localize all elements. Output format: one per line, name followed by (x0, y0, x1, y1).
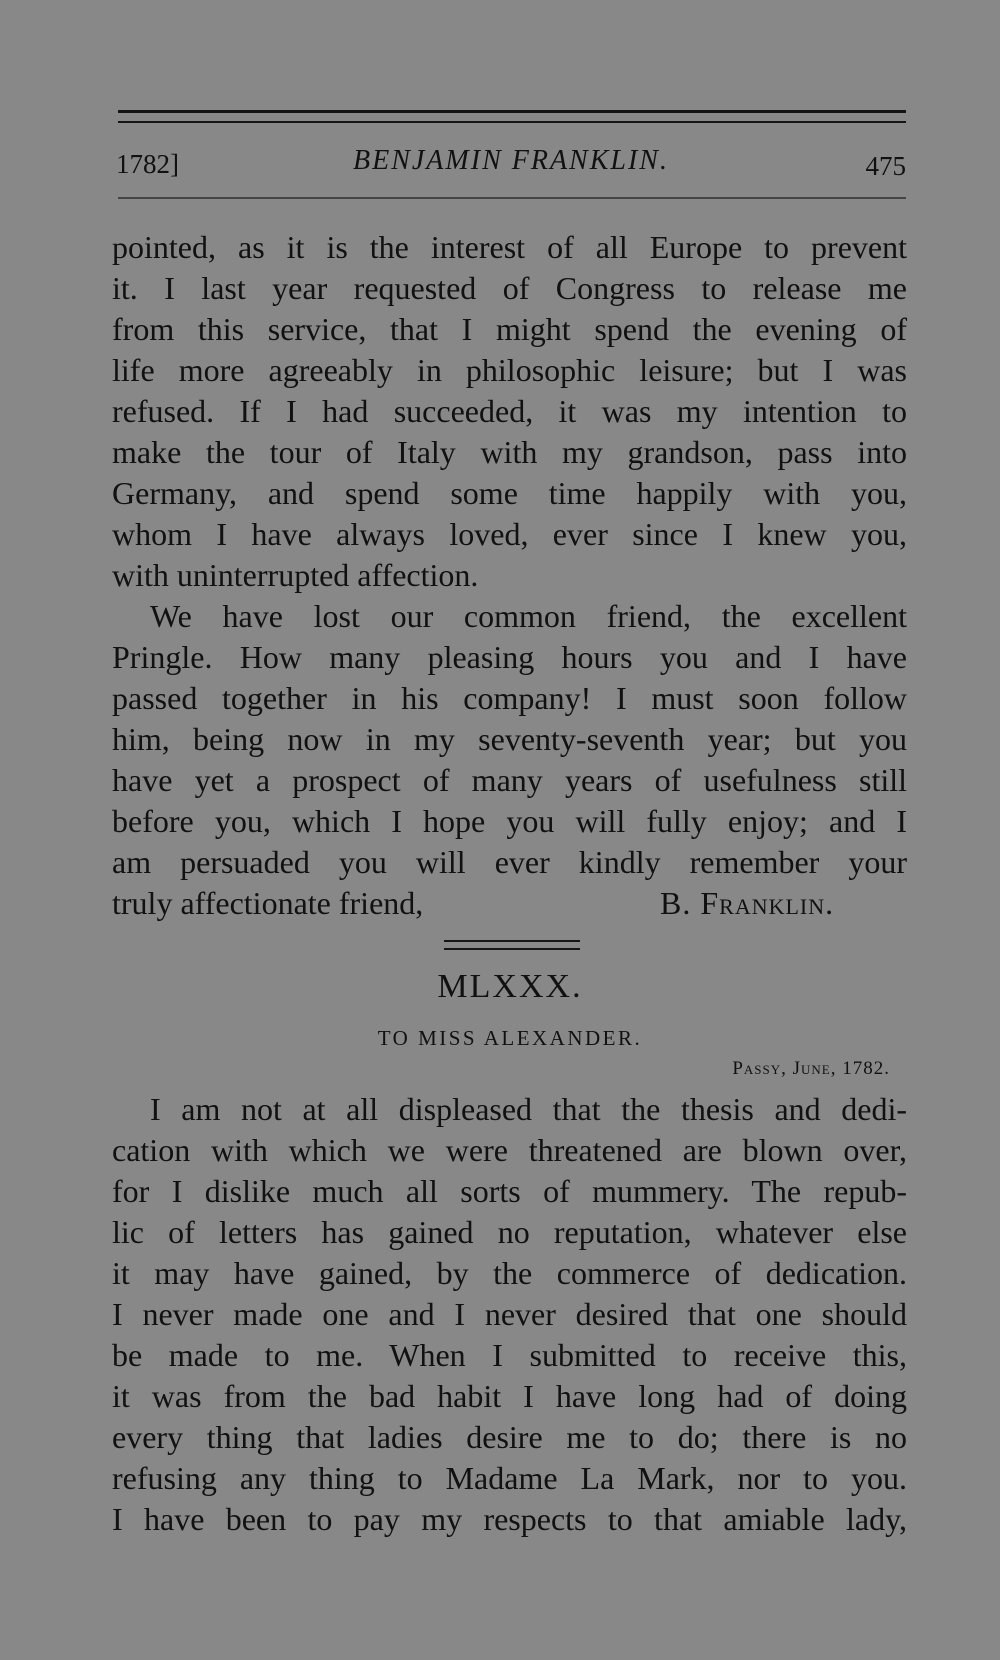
text-line: Germany, and spend some time happily with you, (112, 475, 907, 511)
running-head (116, 145, 906, 185)
text-line: refused. If I had succeeded, it was my intention to (112, 393, 907, 429)
section-separator-top (444, 940, 580, 942)
text-line: before you, which I hope you will fully enjoy; and I (112, 803, 907, 839)
letter-dateline: Passy, June, 1782. (732, 1058, 890, 1079)
text-line: I never made one and I never desired that one should (112, 1296, 907, 1332)
text-line: have yet a prospect of many years of usefulness still (112, 762, 907, 798)
running-head-year: 1782] (116, 149, 179, 179)
text-line: every thing that ladies desire me to do; there is no (112, 1419, 907, 1455)
text-line: from this service, that I might spend the evening of (112, 311, 907, 347)
running-head-title: BENJAMIN FRANKLIN. (353, 145, 669, 176)
text-line: it was from the bad habit I have long had of doing (112, 1378, 907, 1414)
text-line: it may have gained, by the commerce of dedication. (112, 1255, 907, 1291)
closing-line (112, 883, 907, 924)
header-rule-second (118, 121, 906, 123)
paragraph-letter-body (112, 1089, 907, 1540)
text-line: make the tour of Italy with my grandson, pass into (112, 434, 907, 470)
paragraph-continued (112, 227, 907, 596)
text-line: passed together in his company! I must soon follow (112, 680, 907, 716)
text-line: cation with which we were threatened are blown over, (112, 1132, 907, 1168)
text-line: I have been to pay my respects to that amiable lady, (112, 1501, 907, 1537)
text-line: be made to me. When I submitted to receive this, (112, 1337, 907, 1373)
text-line: We have lost our common friend, the excellent (150, 598, 907, 634)
text-line: pointed, as it is the interest of all Europe to prevent (112, 229, 907, 265)
paragraph-pringle (112, 596, 907, 924)
text-line: I am not at all displeased that the thesis and dedi- (150, 1091, 907, 1127)
text-line: refusing any thing to Madame La Mark, nor to you. (112, 1460, 907, 1496)
header-underline (118, 197, 906, 199)
text-line: it. I last year requested of Congress to release me (112, 270, 907, 306)
text-line: lic of letters has gained no reputation, whatever else (112, 1214, 907, 1250)
text-line: for I dislike much all sorts of mummery. The repub- (112, 1173, 907, 1209)
signature: B. Franklin. (660, 885, 835, 921)
text-line: life more agreeably in philosophic leisure; but I was (112, 352, 907, 388)
page-number: 475 (865, 151, 906, 181)
text-line: with uninterrupted affection. (112, 557, 479, 593)
closing-text: truly affectionate friend, (112, 885, 424, 921)
text-line: whom I have always loved, ever since I knew you, (112, 516, 907, 552)
letter-number: MLXXX. (437, 968, 583, 1005)
header-rule-top (118, 110, 906, 113)
section-separator-bottom (444, 948, 580, 950)
text-line: Pringle. How many pleasing hours you and I have (112, 639, 907, 675)
letter-addressee: TO MISS ALEXANDER. (377, 1026, 643, 1050)
text-line: him, being now in my seventy-seventh year; but you (112, 721, 907, 757)
text-line: am persuaded you will ever kindly remember your (112, 844, 907, 880)
